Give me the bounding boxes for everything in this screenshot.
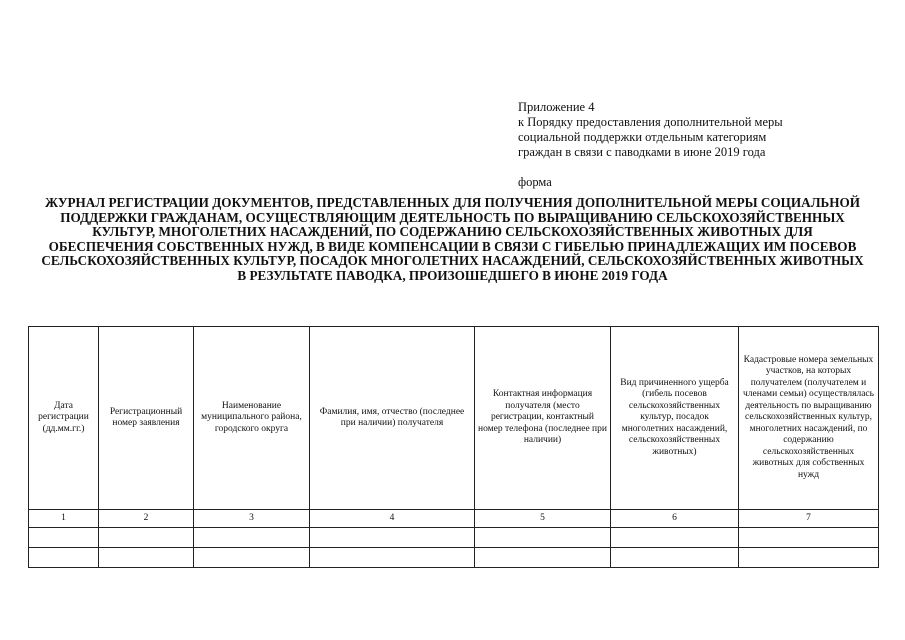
table-cell — [475, 548, 611, 568]
header-damage-type: Вид причиненного ущерба (гибель посевов сельскохозяйственных культур, посадок многолетних насаждений, сельскохозяйственных животных) — [611, 327, 739, 510]
table-cell — [475, 528, 611, 548]
table-header-row — [29, 327, 879, 510]
registration-journal-table — [28, 326, 879, 568]
table-row — [29, 548, 879, 568]
annex-line: к Порядку предоставления дополнительной меры — [518, 115, 783, 129]
table-cell — [194, 548, 310, 568]
table-cell — [310, 548, 475, 568]
header-cadastral-numbers: Кадастровые номера земельных участков, на которых получателем (получателем и членами семьи) осуществлялась деятельность по выращиванию сельскохозяйственных культур, многолетних насаждений, по содержанию сельскохозяйственных животных для собственных нужд — [739, 327, 879, 510]
table-cell — [310, 528, 475, 548]
header-full-name: Фамилия, имя, отчество (последнее при наличии) получателя — [310, 327, 475, 510]
table-cell — [29, 548, 99, 568]
table-cell — [99, 528, 194, 548]
header-district: Наименование муниципального района, городского округа — [194, 327, 310, 510]
table-row — [29, 528, 879, 548]
document-title: ЖУРНАЛ РЕГИСТРАЦИИ ДОКУМЕНТОВ, ПРЕДСТАВЛЕННЫХ ДЛЯ ПОЛУЧЕНИЯ ДОПОЛНИТЕЛЬНОЙ МЕРЫ СОЦИАЛЬНОЙ ПОДДЕРЖКИ ГРАЖДАНАМ, ОСУЩЕСТВЛЯЮЩИМ ДЕЯТЕЛЬНОСТЬ ПО ВЫРАЩИВАНИЮ СЕЛЬСКОХОЗЯЙСТВЕННЫХ КУЛЬТУР, МНОГОЛЕТНИХ НАСАЖДЕНИЙ, ПО СОДЕРЖАНИЮ СЕЛЬСКОХОЗЯЙСТВЕННЫХ ЖИВОТНЫХ ДЛЯ ОБЕСПЕЧЕНИЯ СОБСТВЕННЫХ НУЖД, В ВИДЕ КОМПЕНСАЦИИ В СВЯЗИ С ГИБЕЛЬЮ ПРИНАДЛЕЖАЩИХ ИМ ПОСЕВОВ СЕЛЬСКОХОЗЯЙСТВЕННЫХ КУЛЬТУР, ПОСАДОК МНОГОЛЕТНИХ НАСАЖДЕНИЙ, СЕЛЬСКОХОЗЯЙСТВЕННЫХ ЖИВОТНЫХ В РЕЗУЛЬТАТЕ ПАВОДКА, ПРОИЗОШЕДШЕГО В ИЮНЕ 2019 ГОДА — [41, 195, 864, 283]
column-number: 6 — [611, 510, 739, 528]
annex-line: социальной поддержки отдельным категориям — [518, 130, 767, 144]
table-column-numbers-row — [29, 510, 879, 528]
table-cell — [29, 528, 99, 548]
table-cell — [99, 548, 194, 568]
header-date: Дата регистрации (дд.мм.гг.) — [29, 327, 99, 510]
table-cell — [611, 528, 739, 548]
form-label: форма — [518, 175, 552, 189]
table-cell — [194, 528, 310, 548]
column-number: 5 — [475, 510, 611, 528]
table-cell — [739, 548, 879, 568]
column-number: 3 — [194, 510, 310, 528]
table-cell — [611, 548, 739, 568]
table-cell — [739, 528, 879, 548]
column-number: 2 — [99, 510, 194, 528]
annex-reference — [518, 100, 878, 160]
column-number: 1 — [29, 510, 99, 528]
column-number: 7 — [739, 510, 879, 528]
header-reg-number: Регистрационный номер заявления — [99, 327, 194, 510]
header-contact-info: Контактная информация получателя (место регистрации, контактный номер телефона (последнее при наличии) — [475, 327, 611, 510]
column-number: 4 — [310, 510, 475, 528]
annex-line: Приложение 4 — [518, 100, 595, 114]
annex-line: граждан в связи с паводками в июне 2019 года — [518, 145, 766, 159]
